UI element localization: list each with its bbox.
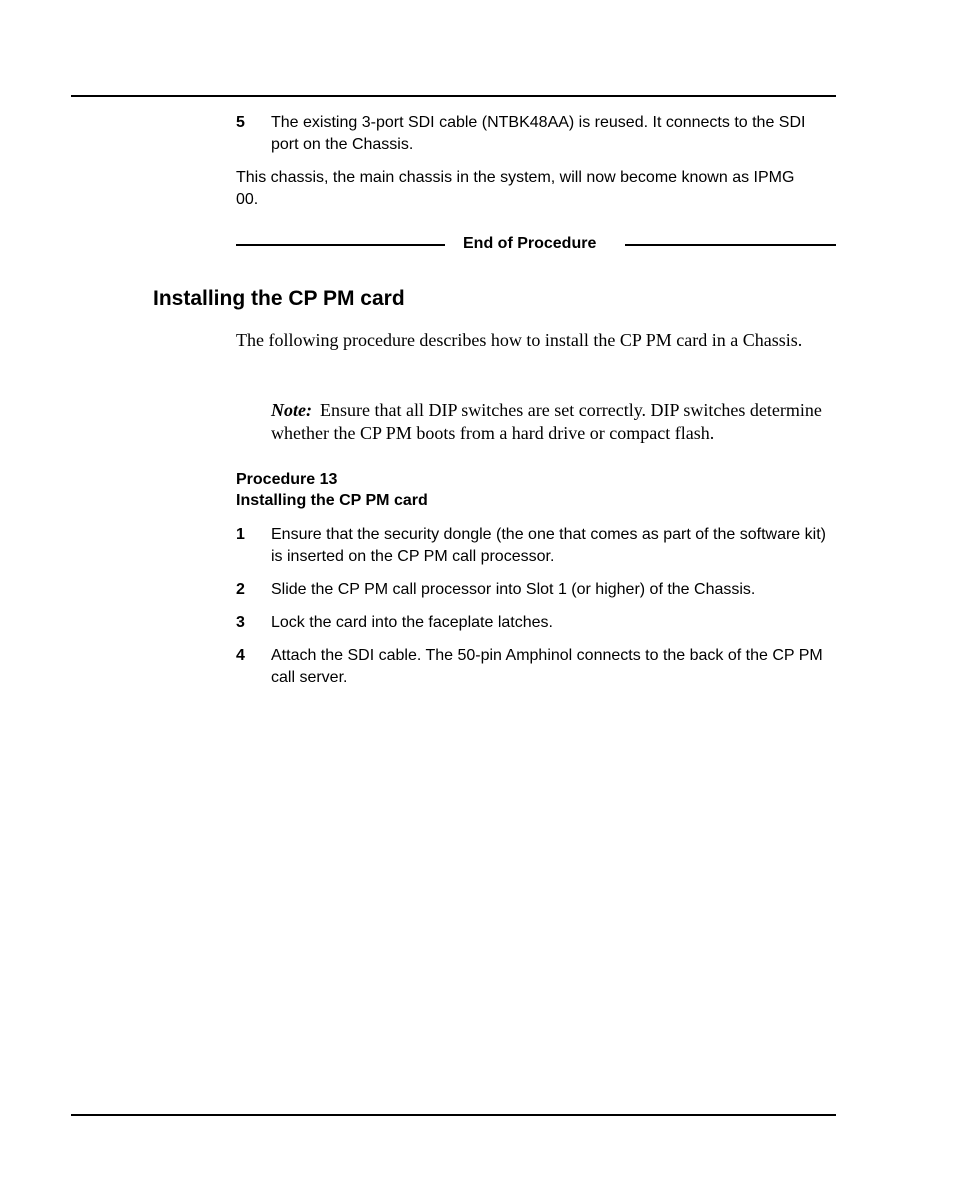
step-text: Ensure that the security dongle (the one that comes as part of the software kit) is inserted on the CP PM call processor.: [271, 526, 826, 565]
footer-rule: [71, 1114, 836, 1116]
chassis-note: This chassis, the main chassis in the system, will now become known as IPMG 00.: [236, 169, 795, 208]
step-5: [236, 112, 836, 156]
procedure-heading: [236, 469, 428, 511]
note-block: [271, 399, 841, 445]
note-text: Ensure that all DIP switches are set correctly. DIP switches determine whether the CP PM boots from a hard drive or compact flash.: [271, 400, 822, 443]
procedure-title: Installing the CP PM card: [236, 492, 428, 509]
divider-line-left: [236, 244, 445, 246]
step-text: Attach the SDI cable. The 50-pin Amphinol connects to the back of the CP PM call server.: [271, 647, 823, 686]
step-number: 4: [236, 647, 245, 664]
header-rule: [71, 95, 836, 97]
note-label: Note:: [271, 400, 312, 420]
step-number: 3: [236, 614, 245, 631]
procedure-step-4: [236, 645, 831, 689]
step-text: Slide the CP PM call processor into Slot 1 (or higher) of the Chassis.: [271, 581, 756, 598]
step-number: 1: [236, 526, 245, 543]
end-of-procedure-divider: [236, 233, 836, 255]
procedure-step-1: [236, 524, 826, 568]
end-of-procedure-label: End of Procedure: [463, 235, 597, 252]
step-number: 5: [236, 114, 245, 131]
section-title: Installing the CP PM card: [153, 287, 405, 310]
procedure-number: Procedure 13: [236, 471, 338, 488]
intro-paragraph: The following procedure describes how to install the CP PM card in a Chassis.: [236, 330, 803, 350]
step-text: The existing 3-port SDI cable (NTBK48AA) is reused. It connects to the SDI port on the Chassis.: [271, 114, 806, 153]
procedure-step-2: [236, 579, 836, 601]
step-number: 2: [236, 581, 245, 598]
step-text: Lock the card into the faceplate latches.: [271, 614, 553, 631]
procedure-step-3: [236, 612, 836, 634]
divider-line-right: [625, 244, 836, 246]
